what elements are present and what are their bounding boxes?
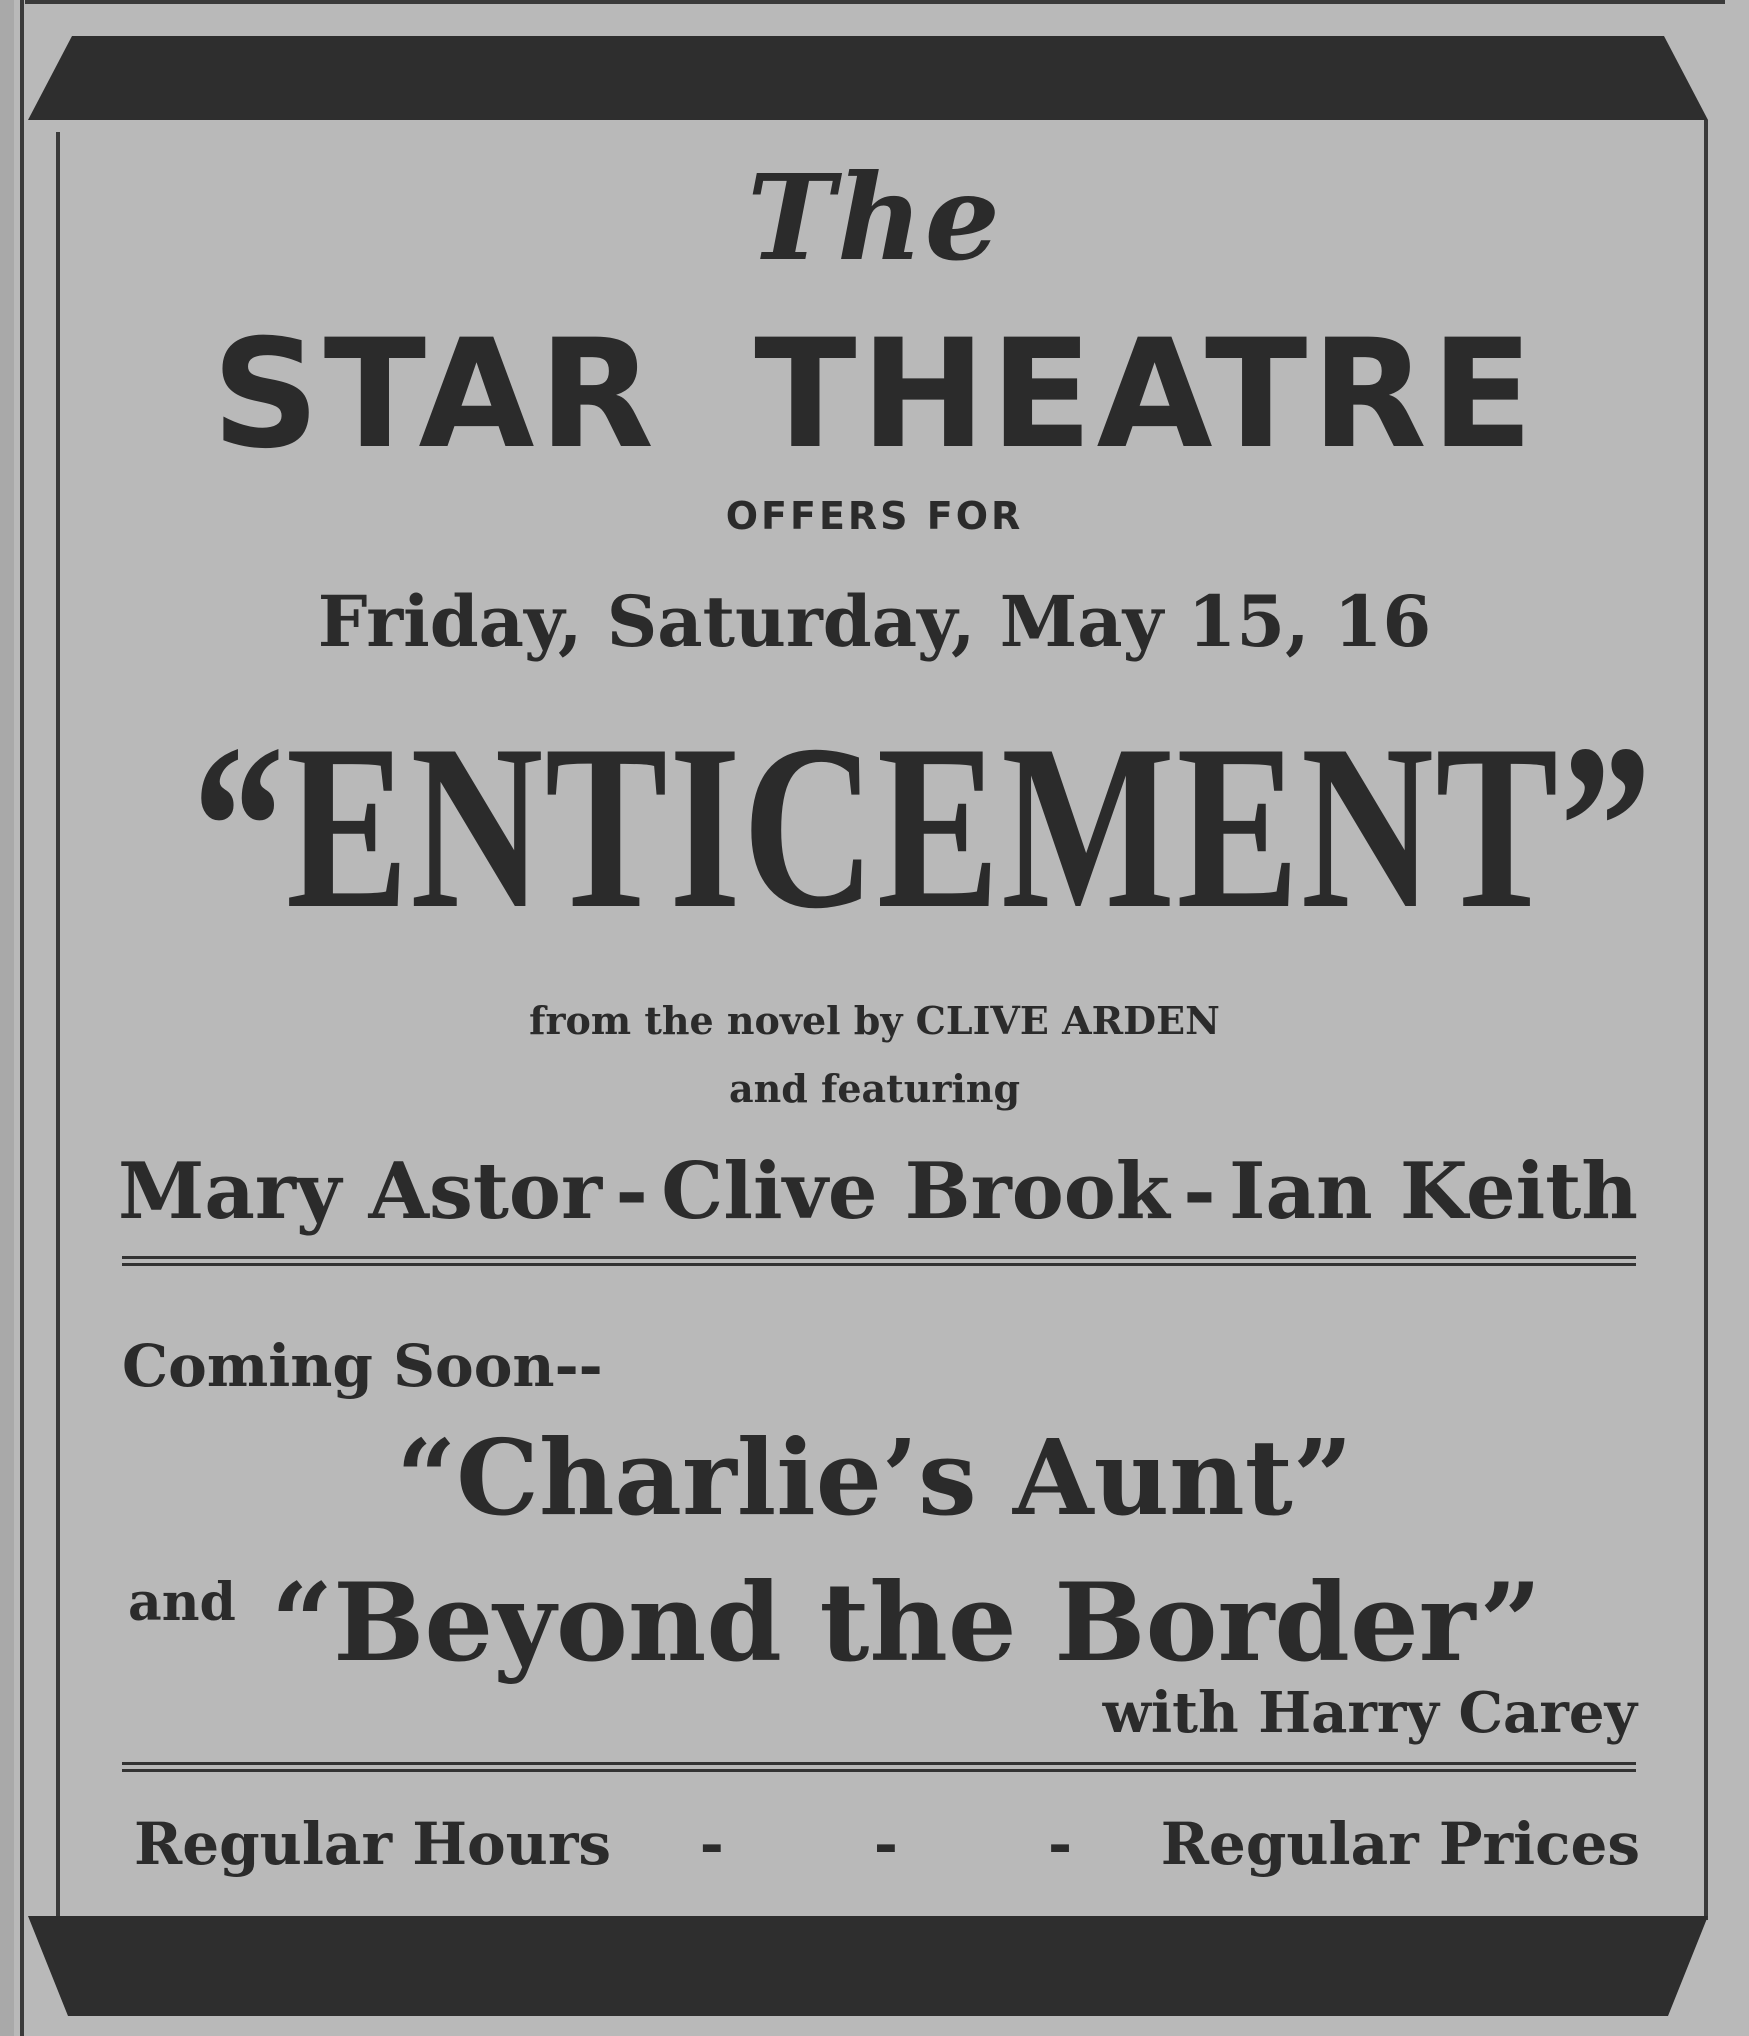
top-black-band (28, 36, 1708, 120)
footer-dash: - (699, 1810, 724, 1878)
cast-separator: - (615, 1146, 648, 1237)
cast-list (118, 1146, 1638, 1237)
footer-dash: - (873, 1810, 898, 1878)
coming-soon: Coming Soon-- (122, 1332, 603, 1400)
theatre-name: STAR THEATRE (211, 308, 1538, 482)
top-rule (25, 0, 1725, 4)
featuring-line: and featuring (728, 1066, 1021, 1111)
double-rule (122, 1762, 1636, 1772)
show-dates: Friday, Saturday, May 15, 16 (317, 580, 1432, 663)
cast-member: Clive Brook (661, 1146, 1170, 1237)
cast-separator: - (1183, 1146, 1216, 1237)
coming-feature-1: “Charlie’s Aunt” (396, 1416, 1353, 1539)
double-rule (122, 1256, 1636, 1266)
offers-for: OFFERS FOR (725, 494, 1024, 538)
feature-2-star: with Harry Carey (1102, 1680, 1637, 1746)
source-novel: from the novel by CLIVE ARDEN (529, 998, 1220, 1043)
footer-dash: - (1047, 1810, 1073, 1878)
cast-member: Ian Keith (1228, 1146, 1638, 1237)
heading-the: The (747, 148, 1002, 287)
coming-feature-2-line (128, 1560, 1542, 1686)
and-word: and (128, 1572, 236, 1633)
film-title: “ENTICEMENT” (192, 697, 1654, 958)
cast-member: Mary Astor (118, 1146, 603, 1237)
footer-dashes (700, 1810, 1072, 1878)
footer-line (134, 1810, 1640, 1878)
coming-feature-2: “Beyond the Border” (270, 1560, 1542, 1686)
regular-hours: Regular Hours (134, 1810, 612, 1878)
bottom-black-band (28, 1916, 1708, 2016)
regular-prices: Regular Prices (1160, 1810, 1640, 1878)
